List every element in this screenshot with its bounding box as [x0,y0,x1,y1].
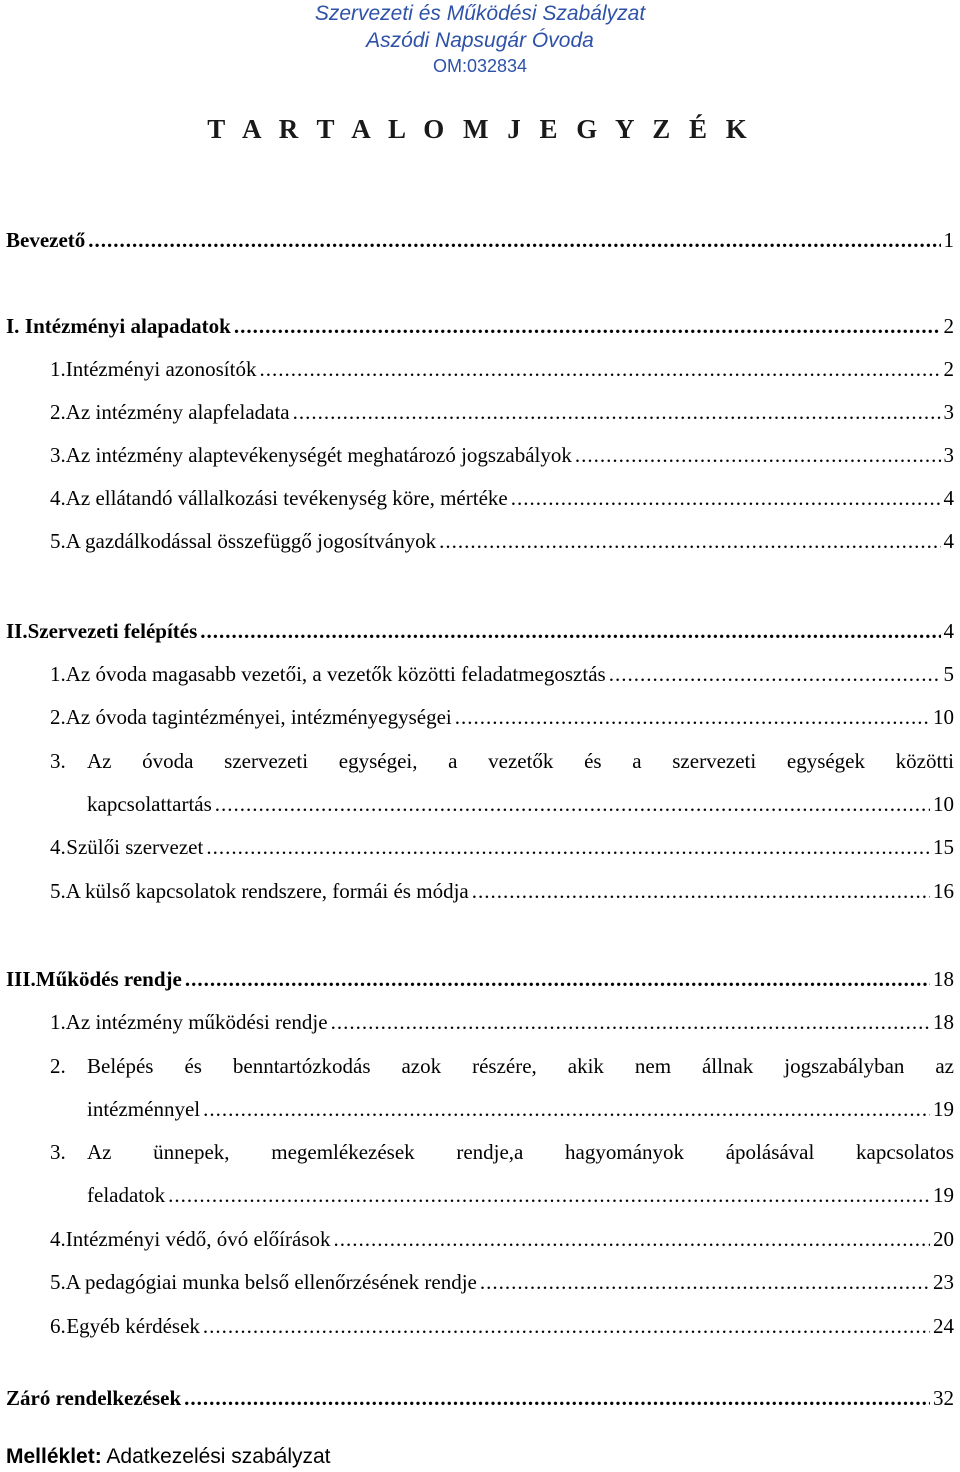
toc-entry-label: Az intézmény alaptevékenységét meghatározó jogszabályok [65,443,572,467]
toc-section-1[interactable] [6,312,954,340]
toc-item-number: 4. [50,486,66,510]
toc-page-number: 1 [943,228,954,252]
toc-page-number: 2 [943,314,954,338]
leader-dots [259,355,940,383]
leader-dots [203,1312,930,1340]
toc-entry-label: Szülői szervezet [66,835,204,859]
toc-page-number: 10 [933,792,954,816]
toc-entry-label: Az intézmény alapfeladata [65,400,290,424]
toc-item-number: 3. [50,1140,66,1164]
toc-entry-label: Szervezeti felépítés [27,619,198,643]
toc-entry[interactable] [50,355,954,383]
toc-entry[interactable] [50,833,954,861]
appendix-text: Adatkezelési szabályzat [106,1445,331,1468]
leader-dots [184,1384,930,1412]
appendix-label: Melléklet: [6,1445,102,1468]
leader-dots [331,1008,930,1036]
toc-entry[interactable] [50,877,954,905]
toc-entry-label: intézménnyel [87,1097,201,1121]
toc-item-number: 2. [50,400,66,424]
toc-entry-label: Az ellátandó vállalkozási tevékenység köre, mértéke [65,486,508,510]
toc-entry[interactable] [50,1312,954,1340]
toc-entry-label: Az ünnepek, megemlékezések rendje,a hagyományok ápolásával kapcsolatos [87,1140,954,1164]
toc-page-number: 5 [943,662,954,686]
document-header [0,0,960,78]
toc-item-number: 2. [50,705,66,729]
toc-entry[interactable] [50,1008,954,1036]
toc-page-number: 19 [933,1183,954,1207]
toc-section-3[interactable] [6,965,954,993]
toc-entry-label: kapcsolattartás [87,792,212,816]
header-institution: Aszódi Napsugár Óvoda [366,29,594,52]
toc-section-number: III. [6,967,36,991]
toc-page-number: 24 [933,1314,954,1338]
header-doc-title: Szervezeti és Működési Szabályzat [314,2,646,25]
toc-entry-label: Intézményi alapadatok [24,314,231,338]
leader-dots [455,703,930,731]
toc-page-number: 19 [933,1097,954,1121]
toc-entry-label: Működés rendje [35,967,182,991]
toc-entry-continuation[interactable] [87,1181,954,1209]
leader-dots [200,617,940,645]
toc-entry-label: Intézményi azonosítók [65,357,257,381]
toc-item-number: 3. [50,443,66,467]
toc-entry-continuation[interactable] [87,1095,954,1123]
page-title: T A R T A L O M J E G Y Z É K [207,114,753,144]
toc-entry-label: Belépés és benntartózkodás azok részére, akik nem állnak jogszabályban az [87,1054,954,1078]
leader-dots [185,965,930,993]
toc-page-number: 20 [933,1227,954,1251]
leader-dots [511,484,941,512]
toc-page-number: 4 [943,619,954,643]
toc-entry-label: feladatok [87,1183,166,1207]
toc-item-number: 6. [50,1314,66,1338]
toc-entry-closing[interactable] [6,1384,954,1412]
leader-dots [472,877,930,905]
toc-entry[interactable] [50,703,954,731]
toc-item-number: 5. [50,1270,66,1294]
toc-entry-label: Az óvoda tagintézményei, intézményegységei [65,705,452,729]
toc-page-number: 10 [933,705,954,729]
toc-item-number: 2. [50,1054,66,1078]
toc-entry-continuation[interactable] [87,790,954,818]
leader-dots [168,1181,930,1209]
toc-entry[interactable] [50,660,954,688]
toc-entry[interactable] [50,1268,954,1296]
leader-dots [334,1225,930,1253]
toc-entry-label: Az óvoda magasabb vezetői, a vezetők közötti feladatmegosztás [65,662,606,686]
toc-entry-label: Az óvoda szervezeti egységei, a vezetők és a szervezeti egységek közötti [87,749,954,773]
toc-page-number: 23 [933,1270,954,1294]
leader-dots [439,527,940,555]
toc-entry-multiline[interactable] [50,1052,954,1080]
leader-dots [609,660,941,688]
toc-page-number: 4 [943,486,954,510]
leader-dots [480,1268,930,1296]
toc-entry[interactable] [50,527,954,555]
toc-page-number: 18 [933,967,954,991]
toc-item-number: 3. [50,749,66,773]
toc-entry-multiline[interactable] [50,747,954,775]
toc-page-number: 15 [933,835,954,859]
leader-dots [206,833,930,861]
toc-page-number: 32 [933,1386,954,1410]
leader-dots [215,790,930,818]
toc-item-number: 1. [50,662,66,686]
toc-item-number: 4. [50,1227,66,1251]
toc-entry-label: A gazdálkodással összefüggő jogosítványok [65,529,437,553]
toc-entry-label: A külső kapcsolatok rendszere, formái és módja [65,879,469,903]
toc-section-number: I. [6,314,20,338]
toc-entry[interactable] [50,398,954,426]
toc-entry-label: Egyéb kérdések [66,1314,200,1338]
toc-entry-intro[interactable] [6,226,954,254]
leader-dots [88,226,940,254]
toc-page-number: 3 [943,443,954,467]
leader-dots [293,398,941,426]
toc-item-number: 4. [50,835,66,859]
toc-page-number: 3 [943,400,954,424]
toc-page-number: 18 [933,1010,954,1034]
toc-entry[interactable] [50,1225,954,1253]
toc-entry-label: Záró rendelkezések [6,1386,182,1410]
leader-dots [234,312,941,340]
toc-entry-label: Intézményi védő, óvó előírások [65,1227,331,1251]
toc-item-number: 5. [50,529,66,553]
toc-item-number: 1. [50,1010,66,1034]
leader-dots [575,441,941,469]
appendix-line [6,1443,331,1471]
leader-dots [203,1095,930,1123]
toc-item-number: 5. [50,879,66,903]
toc-entry[interactable] [50,484,954,512]
toc-entry-label: Az intézmény működési rendje [65,1010,328,1034]
toc-section-number: II. [6,619,28,643]
header-om-code: OM:032834 [432,56,528,76]
toc-page-number: 2 [943,357,954,381]
toc-entry-multiline[interactable] [50,1138,954,1166]
toc-entry-label: Bevezető [6,228,86,252]
toc-page-number: 4 [943,529,954,553]
toc-entry[interactable] [50,441,954,469]
toc-page-number: 16 [933,879,954,903]
toc-section-2[interactable] [6,617,954,645]
toc-entry-label: A pedagógiai munka belső ellenőrzésének rendje [65,1270,477,1294]
toc-item-number: 1. [50,357,66,381]
